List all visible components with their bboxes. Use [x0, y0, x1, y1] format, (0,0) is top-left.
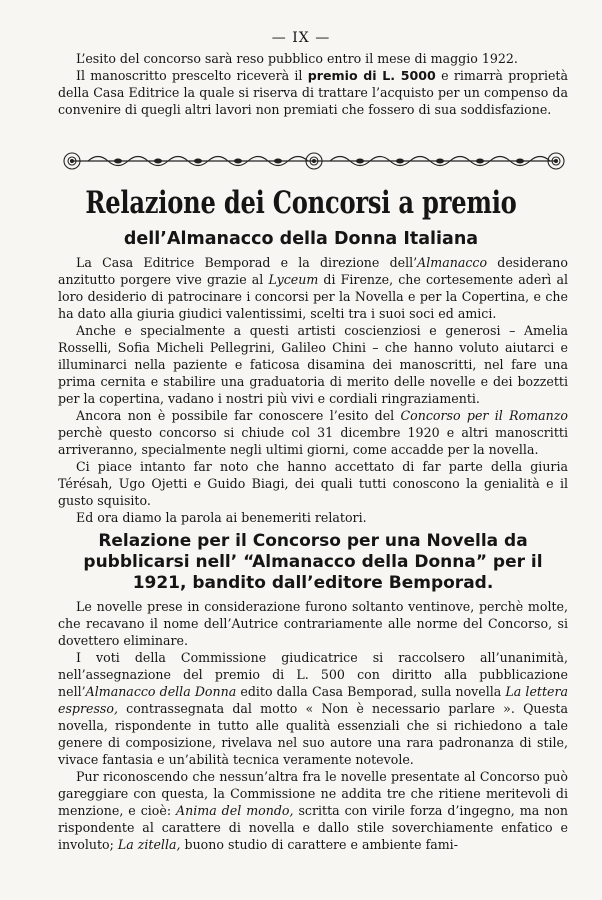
section1-paragraph-4: Ci piace intanto far noto che hanno accettato di far parte della giuria Térésah, Ugo Ojetti e Guido Biagi, dei quali tutti conoscono la genialità e il gusto squisito.	[58, 459, 568, 508]
section1-paragraph-5: Ed ora diamo la parola ai benemeriti relatori.	[76, 510, 367, 525]
prize-amount: premio di L. 5000	[307, 68, 436, 83]
section2-paragraph-3: Pur riconoscendo che nessun’altra fra le novelle presentate al Concorso può gareggiare con questa, la Commissione ne addita tre che ritiene meritevoli di menzione, e cioè: Anima del mondo, scritta con virile forza d’ingegno, ma non rispondente al carattere di novella e dallo stile soverchiamente enfatico e involuto; La zitella, buono studio di carattere e ambiente fami-	[58, 769, 569, 852]
intro-paragraph-2: Il manoscritto prescelto riceverà il premio di L. 5000 e rimarrà proprietà della Casa Editrice la quale si riserva di trattare l’acquisto per un compenso da convenire di quegli altri lavori non premiati che fossero di sua soddisfazione.	[58, 68, 568, 117]
section1-paragraph-2: Anche e specialmente a questi artisti coscienziosi e generosi – Amelia Rosselli, Sofia Micheli Pellegrini, Galileo Chini – che hanno voluto aiutarci e illuminarci nella paziente e faticosa disamina dei manoscritti, nel fare una prima cernita e stabilire una graduatoria di merito delle novelle e dei bozzetti per la copertina, vadano i nostri più vivi e cordiali ringraziamenti.	[58, 323, 568, 406]
intro-block	[58, 50, 568, 118]
ornament-divider	[60, 150, 568, 172]
section-1	[58, 254, 568, 526]
section1-paragraph-3: Ancora non è possibile far conoscere l’esito del Concorso per il Romanzo perchè questo concorso si chiude col 31 dicembre 1920 e altri manoscritti arriveranno, specialmente negli ultimi giorni, come accadde per la novella.	[58, 408, 568, 457]
section2-paragraph-1: Le novelle prese in considerazione furono soltanto ventinove, perchè molte, che recavano il nome dell’Autrice contrariamente alle norme del Concorso, si dovettero eliminare.	[58, 599, 568, 648]
section-2	[58, 598, 568, 853]
section1-paragraph-1: La Casa Editrice Bemporad e la direzione dell’Almanacco desiderano anzitutto porgere vive grazie al Lyceum di Firenze, che cortesemente aderì al loro desiderio di patrocinare i concorsi per la Novella e per la Copertina, e che ha dato alla giuria giudici valentissimi, scelti tra i suoi soci ed amici.	[58, 255, 568, 321]
main-title: Relazione dei Concorsi a premio	[85, 185, 517, 221]
intro-paragraph-1: L’esito del concorso sarà reso pubblico entro il mese di maggio 1922.	[76, 51, 518, 66]
section2-paragraph-2: I voti della Commissione giudicatrice si raccolsero all’unanimità, nell’assegnazione del premio di L. 500 con diritto alla pubblicazione nell’Almanacco della Donna edito dalla Casa Bemporad, sulla novella La lettera espresso, contrassegnata dal motto « Non è necessario parlare ». Questa novella, rispondente in tutto alle qualità essenziali che si richiedono a tale genere di composizione, rivelava nel suo autore una rara padronanza di stile, vivace fantasia e un’abilità tecnica veramente notevole.	[58, 650, 569, 767]
section-2-heading: Relazione per il Concorso per una Novella da pubblicarsi nell’ “Almanacco della Donna” per il 1921, bandito dall’editore Bemporad.	[83, 531, 543, 593]
page-number: — IX —	[271, 30, 331, 46]
subtitle: dell’Almanacco della Donna Italiana	[123, 229, 479, 249]
